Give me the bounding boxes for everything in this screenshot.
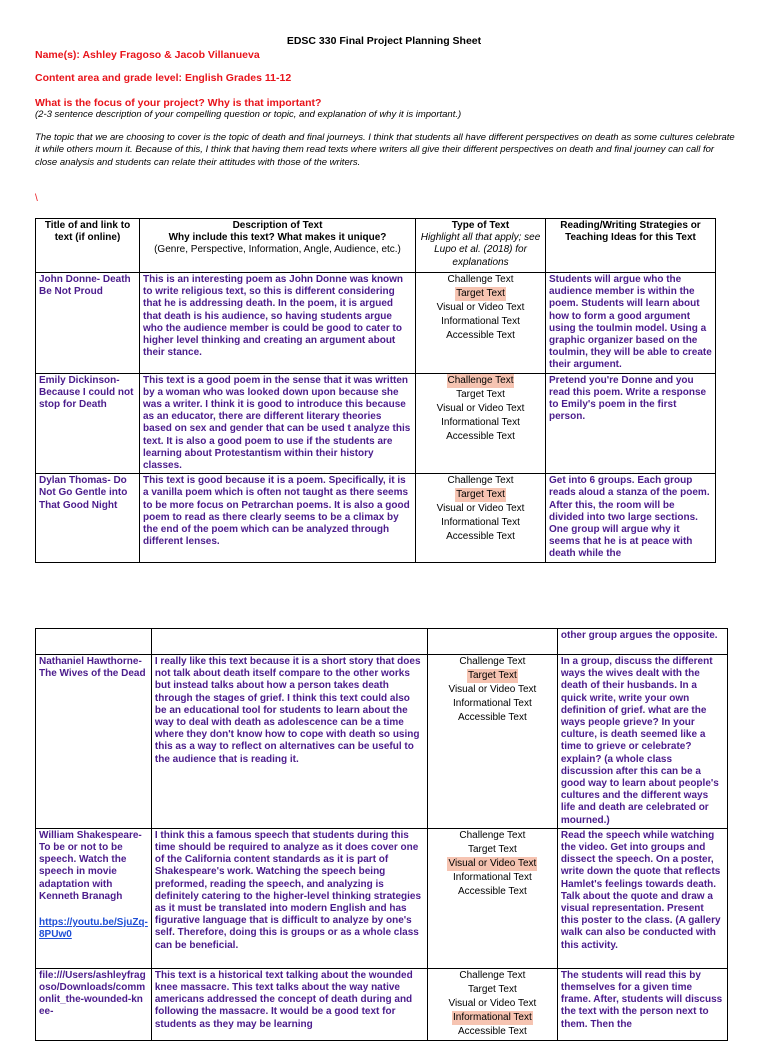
text-type-option: Accessible Text bbox=[446, 531, 515, 543]
text-type-option: Challenge Text bbox=[447, 274, 514, 285]
text-type-option: Challenge Text bbox=[459, 969, 526, 981]
text-type-option: Visual or Video Text bbox=[436, 503, 525, 515]
text-type-option: Accessible Text bbox=[458, 885, 527, 897]
text-type-option: Challenge Text bbox=[459, 829, 526, 841]
text-type-option: Challenge Text bbox=[459, 656, 526, 667]
row-strategies: Pretend you're Donne and you read this poem. Write a response to Emily's poem in the first person. bbox=[546, 373, 716, 474]
text-type-option: Accessible Text bbox=[446, 430, 515, 442]
row-text-types bbox=[427, 655, 557, 829]
row-text-types bbox=[416, 273, 546, 374]
text-type-option: Visual or Video Text bbox=[436, 302, 525, 313]
header-strategies: Reading/Writing Strategies or Teaching Ideas for this Text bbox=[546, 219, 716, 273]
text-type-option: Informational Text bbox=[441, 316, 520, 327]
row-title: Nathaniel Hawthorne- The Wives of the Dead bbox=[36, 655, 152, 829]
table-row bbox=[36, 373, 716, 474]
row-title: Dylan Thomas- Do Not Go Gentle into That Good Night bbox=[36, 474, 140, 562]
text-type-option: Target Text bbox=[468, 670, 517, 681]
text-type-option: Target Text bbox=[456, 489, 505, 501]
table-row bbox=[36, 968, 728, 1040]
row-strategies: Read the speech while watching the video. Get into groups and dissect the speech. On a poster, write down the quote that reflects Hamlet's feelings towards death. Talk about the quote and draw a visual representation. Present this poster to the class. (A gallery walk can also be conducted with this activity. bbox=[557, 828, 727, 968]
header-title-link: Title of and link to text (if online) bbox=[36, 219, 140, 273]
header-type-of-text: Type of Text Highlight all that apply; see Lupo et al. (2018) for explanations bbox=[416, 219, 546, 273]
row-strategies: other group argues the opposite. bbox=[557, 629, 727, 655]
row-text-types bbox=[416, 373, 546, 474]
row-text-types bbox=[427, 828, 557, 968]
row-title: Emily Dickinson- Because I could not stop for Death bbox=[36, 373, 140, 474]
row-title: John Donne- Death Be Not Proud bbox=[36, 273, 140, 374]
row-description: I think this a famous speech that students during this time should be required to analyze as it does cover one of the California content standards as it is part of Shakespeare's work. Watching the speech being preformed, reading the speech, and analyzing is definitely catering to the higher-level thinking strategies as it must be translated into modern English and has figurative language that is difficult to analyze by one's self. Therefore, doing this is groups or as a whole class can be beneficial. bbox=[151, 828, 427, 968]
table-row bbox=[36, 629, 728, 655]
table-row bbox=[36, 828, 728, 968]
table-row bbox=[36, 655, 728, 829]
text-type-option: Informational Text bbox=[441, 416, 520, 428]
text-type-option: Challenge Text bbox=[447, 475, 514, 487]
text-type-option: Informational Text bbox=[453, 871, 532, 883]
focus-instructions: (2-3 sentence description of your compelling question or topic, and explanation of why it is important.) bbox=[35, 109, 462, 120]
youtube-link[interactable]: https://youtu.be/SjuZq-8PUw0 bbox=[39, 917, 148, 941]
row-strategies: In a group, discuss the different ways the wives dealt with the death of their husbands. In a quick write, write your own definition of grief. what are the ways people grieve? In your culture, is death seemed like a time to grieve or celebrate? explain? (a whole class discussion after this can be a good way to learn about people's cultures and the different ways life and death are celebrated or mourned.) bbox=[557, 655, 727, 829]
row-strategies: Get into 6 groups. Each group reads aloud a stanza of the poem. After this, the room will be divided into two large sections. One group will argue why it seems that he is at peace with death while the bbox=[546, 474, 716, 562]
focus-answer: The topic that we are choosing to cover is the topic of death and final journeys. I think that students all have different perspectives on death as some cultures celebrate it while others mourn it. Because of this, I think that having them read texts where writers all give their different perspectives on death and final journey can call for close analysis and students can relate their attitudes with those of the writers. bbox=[35, 132, 735, 168]
table-row bbox=[36, 474, 716, 562]
row-description: I really like this text because it is a short story that does not talk about death itself compare to the other works but instead talks about how a person takes death through the stages of grief. I think this text could also be an educational tool for students to learn about the way to deal with death as adolescence can be a time where they don't know how to cope with death so using this as a way to reflect on alternatives can be useful to the audience that is reading it. bbox=[151, 655, 427, 829]
row-text-types bbox=[427, 629, 557, 655]
stray-mark: \ bbox=[35, 193, 38, 204]
text-type-option: Informational Text bbox=[453, 698, 532, 709]
names-line: Name(s): Ashley Fragoso & Jacob Villanueva bbox=[35, 49, 260, 61]
text-type-option: Informational Text bbox=[453, 1011, 532, 1023]
text-type-option: Target Text bbox=[468, 983, 517, 995]
text-type-option: Target Text bbox=[468, 843, 517, 855]
text-type-option: Target Text bbox=[456, 288, 505, 299]
text-type-option: Accessible Text bbox=[458, 1025, 527, 1037]
text-type-option: Accessible Text bbox=[458, 712, 527, 723]
header-description: Description of Text Why include this text? What makes it unique? (Genre, Perspective, Information, Angle, Audience, etc.) bbox=[140, 219, 416, 273]
row-text-types bbox=[416, 474, 546, 562]
row-title: file:///Users/ashleyfragoso/Downloads/commonlit_the-wounded-knee- bbox=[36, 968, 152, 1040]
row-strategies: Students will argue who the audience member is within the poem. Students will learn about how to form a good argument using the toulmin model. Using a graphic organizer based on the toulmin, they will be able to create their argument. bbox=[546, 273, 716, 374]
focus-question: What is the focus of your project? Why is that important? bbox=[35, 97, 322, 109]
table-row bbox=[36, 273, 716, 374]
planning-table-top bbox=[35, 218, 716, 563]
text-type-option: Visual or Video Text bbox=[436, 402, 525, 414]
text-type-option: Target Text bbox=[456, 388, 505, 400]
table-header-row bbox=[36, 219, 716, 273]
document-title: EDSC 330 Final Project Planning Sheet bbox=[286, 35, 482, 47]
text-type-option: Visual or Video Text bbox=[448, 684, 537, 695]
row-strategies: The students will read this by themselves for a given time frame. After, students will discuss the text with the person next to them. Then the bbox=[557, 968, 727, 1040]
row-description: This text is a historical text talking about the wounded knee massacre. This text talks about the way native americans addressed the concept of death during and following the massacre. It would be a good text for students as they may be learning bbox=[151, 968, 427, 1040]
text-type-option: Visual or Video Text bbox=[448, 857, 537, 869]
content-area-line: Content area and grade level: English Grades 11-12 bbox=[35, 72, 292, 84]
row-description: This is an interesting poem as John Donne was known to write religious text, so this is different considering that he is addressing death. In the poem, it is argued that death is his audience, so having students argue who the audience member is could be good to cater to higher level thinking and creating an argument about their stance. bbox=[140, 273, 416, 374]
text-type-option: Informational Text bbox=[441, 517, 520, 529]
text-type-option: Challenge Text bbox=[447, 374, 514, 386]
row-description: This text is good because it is a poem. Specifically, it is a vanilla poem which is often not taught as there seems to be more focus on Petrarchan poems. It is also a good poem to read as there clearly seems to be a climax by the end of the poem which can be analyzed through different lenses. bbox=[140, 474, 416, 562]
row-title: William Shakespeare- To be or not to be speech. Watch the speech in movie adaptation with Kenneth Branagh https://youtu.be/SjuZq-8PUw0 bbox=[36, 828, 152, 968]
row-text-types bbox=[427, 968, 557, 1040]
text-type-option: Visual or Video Text bbox=[448, 997, 537, 1009]
row-description: This text is a good poem in the sense that it was written by a woman who was looked down upon because she was a writer. I think it is good to introduce this because as an educator, there are different literary theories based on sex and gender that can be used t analyze this text. It is also a good poem to use if the students are learning about Protestantism within their history classes. bbox=[140, 373, 416, 474]
planning-table-bottom bbox=[35, 628, 728, 1041]
text-type-option: Accessible Text bbox=[446, 330, 515, 341]
